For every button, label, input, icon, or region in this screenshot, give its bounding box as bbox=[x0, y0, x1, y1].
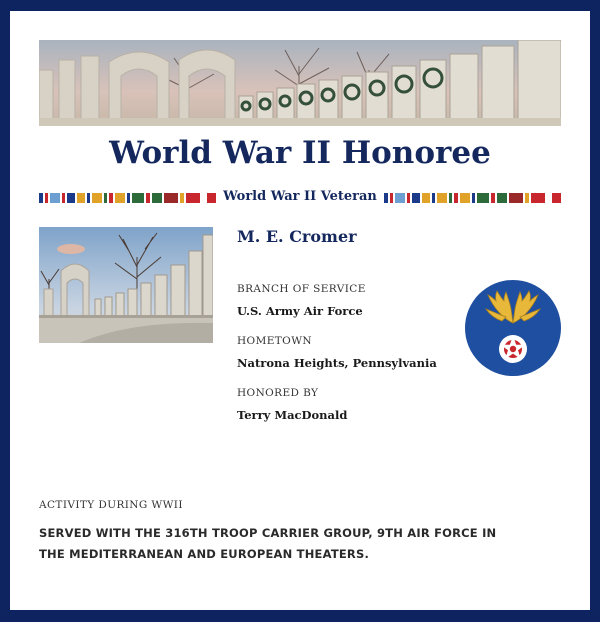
hometown-label: HOMETOWN bbox=[237, 335, 312, 347]
hometown-value: Natrona Heights, Pennsylvania bbox=[237, 356, 437, 370]
honored-by-value: Terry MacDonald bbox=[237, 408, 348, 422]
activity-label: ACTIVITY DURING WWII bbox=[39, 499, 183, 511]
page-title: World War II Honoree bbox=[109, 135, 491, 171]
memorial-banner-image bbox=[39, 40, 561, 126]
honoree-name: M. E. Cromer bbox=[237, 227, 357, 246]
honoree-card bbox=[10, 11, 590, 610]
army-air-forces-insignia-icon bbox=[464, 279, 562, 377]
memorial-photo bbox=[39, 227, 213, 343]
service-ribbon-right bbox=[384, 193, 561, 203]
branch-label: BRANCH OF SERVICE bbox=[237, 283, 366, 295]
service-ribbon-left bbox=[39, 193, 216, 203]
honored-by-label: HONORED BY bbox=[237, 387, 319, 399]
service-ribbon-row bbox=[39, 190, 561, 206]
branch-value: U.S. Army Air Force bbox=[237, 304, 363, 318]
subtitle: World War II Veteran bbox=[223, 189, 377, 204]
activity-description: SERVED WITH THE 316TH TROOP CARRIER GROUP, 9TH AIR FORCE IN THE MEDITERRANEAN AND EUROPEAN THEATERS. bbox=[39, 526, 497, 561]
